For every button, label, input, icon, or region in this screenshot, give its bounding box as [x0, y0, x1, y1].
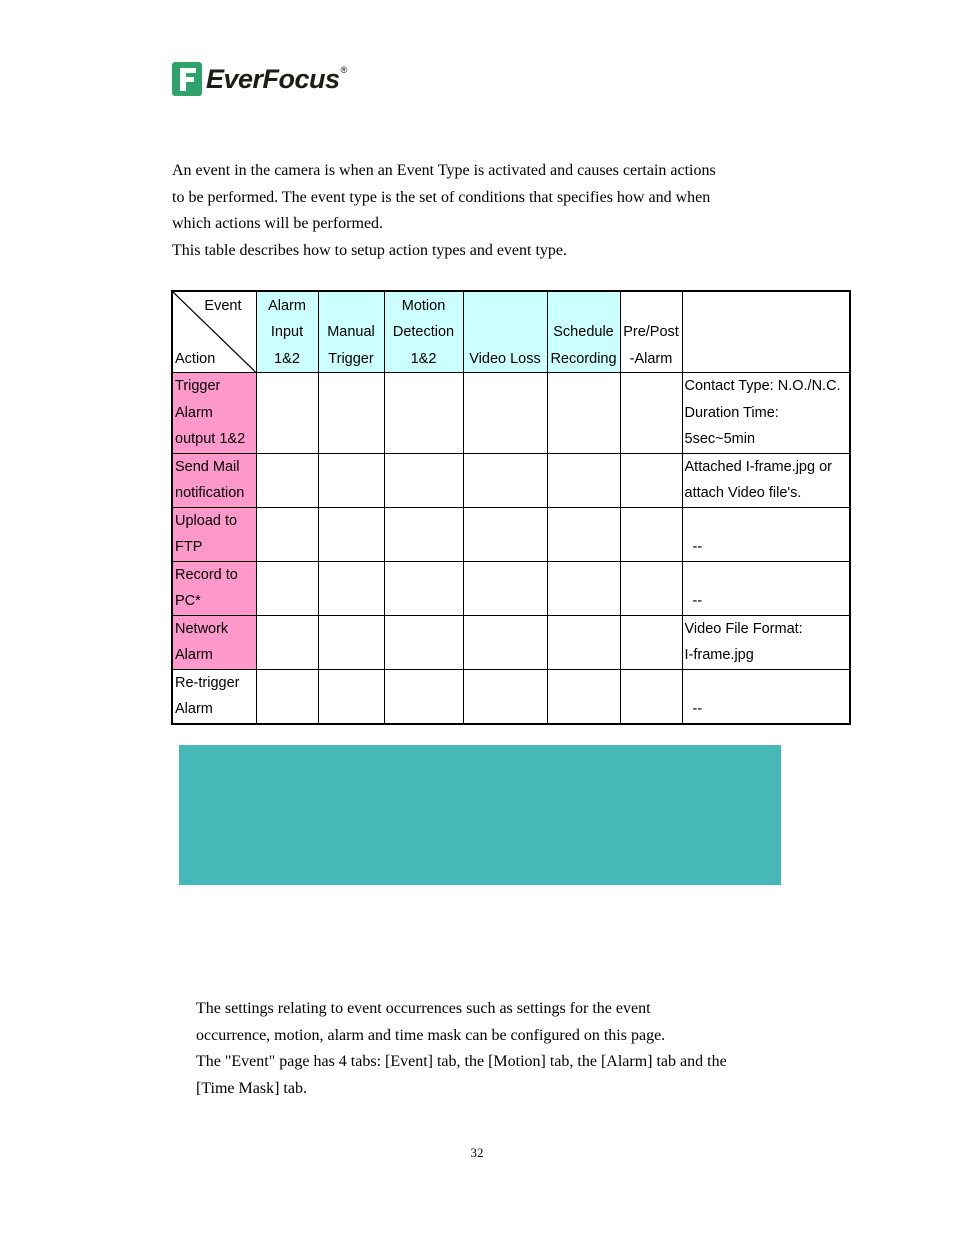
- table-cell: [620, 615, 682, 669]
- note-box: [179, 745, 781, 885]
- note-cell: [682, 615, 850, 669]
- action-line: FTP: [175, 539, 203, 555]
- intro-line: An event in the camera is when an Event Type is activated and causes certain actions: [172, 162, 716, 179]
- table-cell: [384, 561, 463, 615]
- header-manual-trigger: [318, 291, 384, 373]
- table-row: [172, 561, 850, 615]
- table-row: [172, 373, 850, 454]
- action-line: PC*: [175, 593, 201, 609]
- intro-line: to be performed. The event type is the set of conditions that specifies how and when: [172, 188, 711, 206]
- action-cell: [172, 507, 256, 561]
- header-video-loss: [463, 291, 547, 373]
- everfocus-logo-icon: [172, 62, 202, 96]
- table-cell: [318, 507, 384, 561]
- logo-wordmark: EverFocus: [206, 64, 340, 94]
- table-cell: [318, 561, 384, 615]
- table-cell: [256, 615, 318, 669]
- table-cell: [256, 453, 318, 507]
- body-line: [Time Mask] tab.: [196, 1079, 307, 1097]
- header-alarm-input: [256, 291, 318, 373]
- table-cell: [547, 615, 620, 669]
- intro-paragraph: [172, 158, 792, 264]
- note-cell: [682, 453, 850, 507]
- table-cell: [547, 453, 620, 507]
- corner-event-label: Event: [204, 298, 242, 314]
- action-cell: [172, 453, 256, 507]
- note-line: I-frame.jpg: [684, 647, 754, 663]
- table-cell: [463, 453, 547, 507]
- table-row: [172, 453, 850, 507]
- table-cell: [318, 615, 384, 669]
- table-cell: [463, 669, 547, 724]
- header-line: Detection: [392, 324, 455, 340]
- table-row: [172, 669, 850, 724]
- corner-action-label: Action: [175, 350, 216, 367]
- action-line: Network: [175, 620, 229, 637]
- page-number: 32: [470, 1145, 484, 1160]
- action-line: Trigger: [175, 378, 221, 394]
- registered-mark: ®: [340, 65, 348, 75]
- note-cell: [682, 507, 850, 561]
- note-line: --: [692, 593, 703, 609]
- corner-header-cell: [172, 291, 256, 373]
- action-line: Alarm: [175, 647, 213, 663]
- header-motion-detection: [384, 291, 463, 373]
- action-cell: [172, 669, 256, 724]
- note-cell: [682, 669, 850, 724]
- table-cell: [620, 507, 682, 561]
- table-row: [172, 507, 850, 561]
- action-cell: [172, 561, 256, 615]
- table-cell: [463, 507, 547, 561]
- action-line: output 1&2: [175, 431, 246, 447]
- table-row: [172, 615, 850, 669]
- body-line: The settings relating to event occurrences such as settings for the event: [196, 1000, 651, 1017]
- body-line: The "Event" page has 4 tabs: [Event] tab, the [Motion] tab, the [Alarm] tab and the: [196, 1053, 727, 1070]
- table-cell: [620, 669, 682, 724]
- everfocus-logo: [172, 62, 347, 96]
- table-cell: [256, 507, 318, 561]
- action-line: Record to: [175, 566, 238, 583]
- header-line: 1&2: [410, 350, 437, 367]
- table-cell: [256, 669, 318, 724]
- action-cell: [172, 615, 256, 669]
- table-cell: [620, 561, 682, 615]
- action-line: Send Mail: [175, 458, 240, 475]
- note-line: --: [692, 701, 703, 717]
- note-line: attach Video file's.: [684, 485, 802, 501]
- table-cell: [384, 507, 463, 561]
- note-line: Attached I-frame.jpg or: [684, 458, 832, 475]
- table-cell: [384, 669, 463, 724]
- body-paragraph: [196, 996, 816, 1102]
- header-line: Recording: [550, 350, 617, 367]
- header-line: Video Loss: [469, 350, 541, 367]
- table-cell: [384, 373, 463, 454]
- table-cell: [384, 453, 463, 507]
- note-line: Duration Time:: [684, 404, 779, 421]
- note-line: 5sec~5min: [684, 431, 756, 447]
- header-schedule-recording: [547, 291, 620, 373]
- intro-line: which actions will be performed.: [172, 215, 384, 232]
- event-action-table: [171, 290, 851, 725]
- table-cell: [463, 561, 547, 615]
- header-line: Trigger: [328, 350, 374, 367]
- note-line: --: [692, 539, 703, 555]
- header-line: Pre/Post: [623, 324, 679, 340]
- note-line: Contact Type: N.O./N.C.: [684, 378, 841, 394]
- header-line: 1&2: [274, 350, 300, 367]
- table-cell: [547, 507, 620, 561]
- action-line: Re-trigger: [175, 674, 240, 691]
- note-cell: [682, 373, 850, 454]
- table-cell: [318, 453, 384, 507]
- table-cell: [547, 373, 620, 454]
- table-cell: [463, 615, 547, 669]
- header-line: Manual: [327, 324, 375, 340]
- table-cell: [547, 561, 620, 615]
- header-notes: [682, 291, 850, 373]
- action-line: Upload to: [175, 512, 238, 529]
- table-cell: [547, 669, 620, 724]
- intro-line: This table describes how to setup action types and event type.: [172, 241, 568, 259]
- table-cell: [318, 669, 384, 724]
- table-cell: [384, 615, 463, 669]
- action-line: notification: [175, 485, 245, 501]
- header-pre-post-alarm: [620, 291, 682, 373]
- table-cell: [256, 561, 318, 615]
- body-line: occurrence, motion, alarm and time mask can be configured on this page.: [196, 1026, 666, 1044]
- action-line: Alarm: [175, 701, 213, 717]
- action-cell: [172, 373, 256, 454]
- note-line: Video File Format:: [684, 620, 803, 637]
- table-cell: [620, 373, 682, 454]
- note-cell: [682, 561, 850, 615]
- table-cell: [256, 373, 318, 454]
- header-line: -Alarm: [629, 350, 673, 367]
- header-line: Schedule: [553, 324, 614, 340]
- table-cell: [463, 373, 547, 454]
- header-line: Motion: [401, 297, 446, 314]
- table-cell: [620, 453, 682, 507]
- table-cell: [318, 373, 384, 454]
- action-line: Alarm: [175, 404, 213, 421]
- header-line: Alarm: [268, 297, 306, 314]
- header-line: Input: [270, 324, 304, 340]
